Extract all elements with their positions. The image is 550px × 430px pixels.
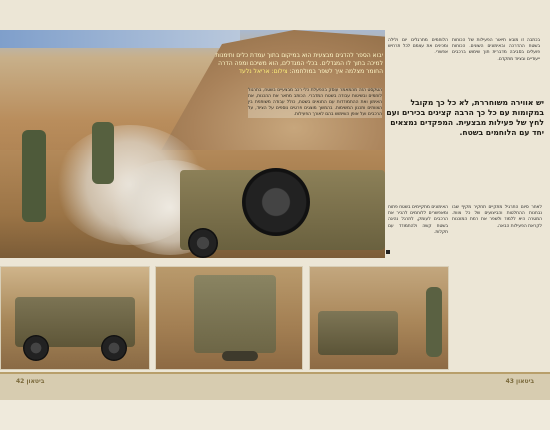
- article-column: לאחר סיום התרגיל מתקיים תחקיר מקיף שבו נבחנות ההחלטות והביצועים של כל צוות. המטרה היא ללמוד ולשפר את רמת המוכנות לקראת הפעילות הבאה.: [452, 205, 542, 229]
- soldier-under-vehicle: [222, 351, 258, 361]
- end-mark: [386, 250, 390, 254]
- photo-credit: צילום: אריאל נלעד: [238, 68, 288, 75]
- article-column: האימונים מתקיימים בשטח פתוח ומאפשרים ללוחמים להכיר את הרכבים לעומק, לתרגל נהיגה בשטח קשה ולהתמודד עם תקלות.: [388, 205, 448, 235]
- caption-text: יבוא הספר להדגים מבצעית הוא במיקום בתוך עמדת כלים ותימנות למיכה בתוך לו המגדלים. בכלי המגדלים, הוא משיכם ומפה הדרה החומר מצלמה איך לשפר במולחמה:: [215, 52, 383, 75]
- vehicle-wheel: [23, 335, 49, 361]
- photo-caption: [205, 52, 383, 76]
- footer-band: [0, 372, 550, 400]
- article-column: הלוחמים מתרגלים יום ולילה ומכינים את עצמם לכל תרחיש אפשרי.: [388, 38, 448, 56]
- photo-vehicle-rear: [155, 266, 303, 370]
- military-vehicle: [318, 311, 398, 355]
- article-column: בכתבה זו מובא תיאור הפעילות של הכוחות בשטח ההדרכה ובאימונים השונים. הכוחות פועלים בסביבה מדברית תוך שימוש ברכבים ייעודיים ובציוד מתקדם.: [452, 38, 540, 62]
- pull-quote: יש אווירה משוחררת, לא כל כך מקובל במקומות עם כל כך הרבה קצינים בכירים ועם לחץ של פעילות מבצעית. המפקדים נמצאים יחד עם הלוחמים בשטח.: [386, 98, 544, 137]
- sky: [0, 30, 240, 48]
- military-vehicle: [194, 275, 276, 353]
- vehicle-wheel: [188, 228, 218, 258]
- spare-wheel: [242, 168, 310, 236]
- page-bottom-margin: [0, 400, 550, 430]
- photo-vehicle-terrain: [309, 266, 449, 370]
- photo-humvee-crew: [0, 266, 150, 370]
- soldier: [426, 287, 442, 357]
- article-text-overlay: הטקסט הזה מהמאמר עוסק בהפעלת כלי רכב מבצעיים בשטח, בתרגול לוחמים ובשיטות עבודה בשטח המדברי. הכותב מתאר את ההכנות, את האימון ואת ההתמודדות עם התנאים בשטח, כולל עבודה משותפת בין הצוותים ותכנון המשימות. בהמשך מוצגים פרטים נוספים על הציוד, על הרכבים ועל אופן השימוש בהם לאורך הפעילות.: [248, 88, 382, 117]
- soldier: [22, 130, 46, 222]
- page-number-right: ביטאון 43: [505, 378, 534, 385]
- soldier: [92, 122, 114, 184]
- vehicle-wheel: [101, 335, 127, 361]
- page-number-left: ביטאון 42: [16, 378, 45, 385]
